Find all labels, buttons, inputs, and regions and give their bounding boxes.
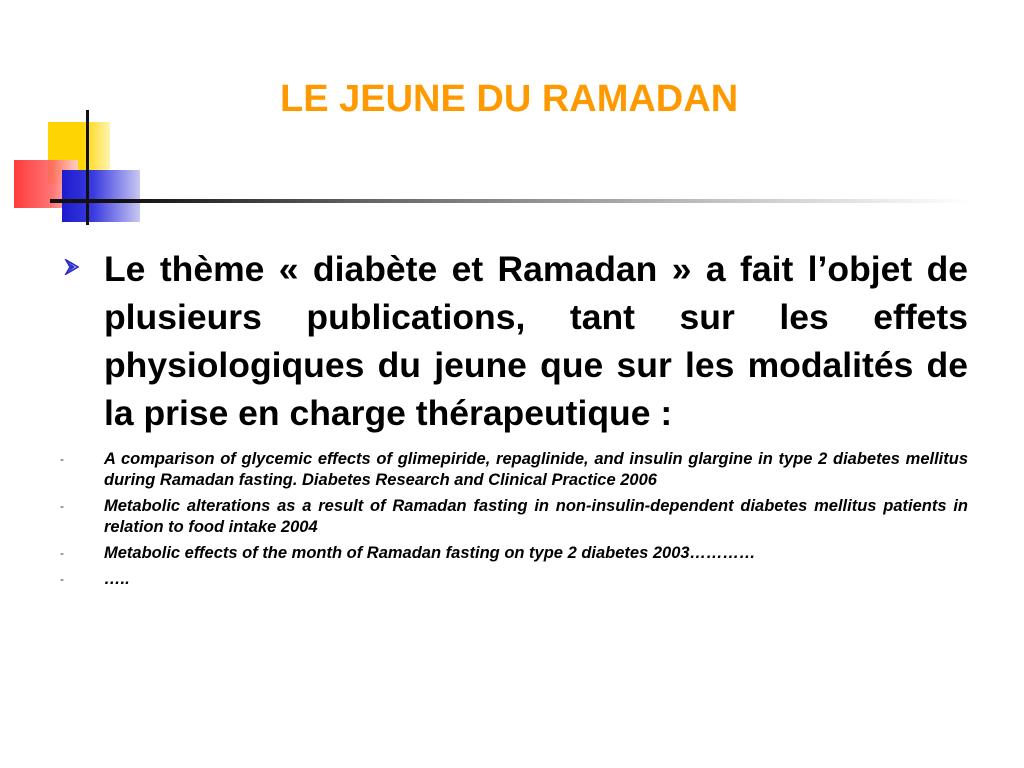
decorative-vertical-line — [86, 110, 89, 225]
reference-text: Metabolic effects of the month of Ramadan fasting on type 2 diabetes 2003………… — [104, 544, 756, 562]
reference-item — [60, 496, 968, 538]
reference-list — [60, 449, 968, 590]
reference-text: Metabolic alterations as a result of Ramadan fasting in non-insulin-dependent diabetes mellitus patients in relation to food intake 2004 — [104, 497, 968, 536]
main-bullet-point — [60, 245, 968, 437]
slide-title: LE JEUNE DU RAMADAN — [280, 78, 739, 120]
arrow-bullet-icon — [64, 259, 80, 275]
dash-bullet-icon: - — [60, 572, 64, 586]
dash-bullet-icon: - — [60, 499, 64, 513]
reference-item — [60, 569, 968, 590]
dash-bullet-icon: - — [60, 452, 64, 466]
reference-text: A comparison of glycemic effects of glimepiride, repaglinide, and insulin glargine in type 2 diabetes mellitus during Ramadan fasting. Diabetes Research and Clinical Practice 2006 — [104, 450, 968, 489]
reference-item — [60, 449, 968, 491]
title-divider-line — [50, 199, 970, 203]
decorative-blue-square — [62, 170, 140, 222]
main-bullet-text: Le thème « diabète et Ramadan » a fait l’objet de plusieurs publications, tant sur les effets physiologiques du jeune que sur les modalités de la prise en charge thérapeutique : — [104, 249, 968, 433]
reference-item — [60, 543, 968, 564]
slide-content — [60, 245, 968, 606]
reference-text: ….. — [104, 570, 130, 588]
dash-bullet-icon: - — [60, 546, 64, 560]
